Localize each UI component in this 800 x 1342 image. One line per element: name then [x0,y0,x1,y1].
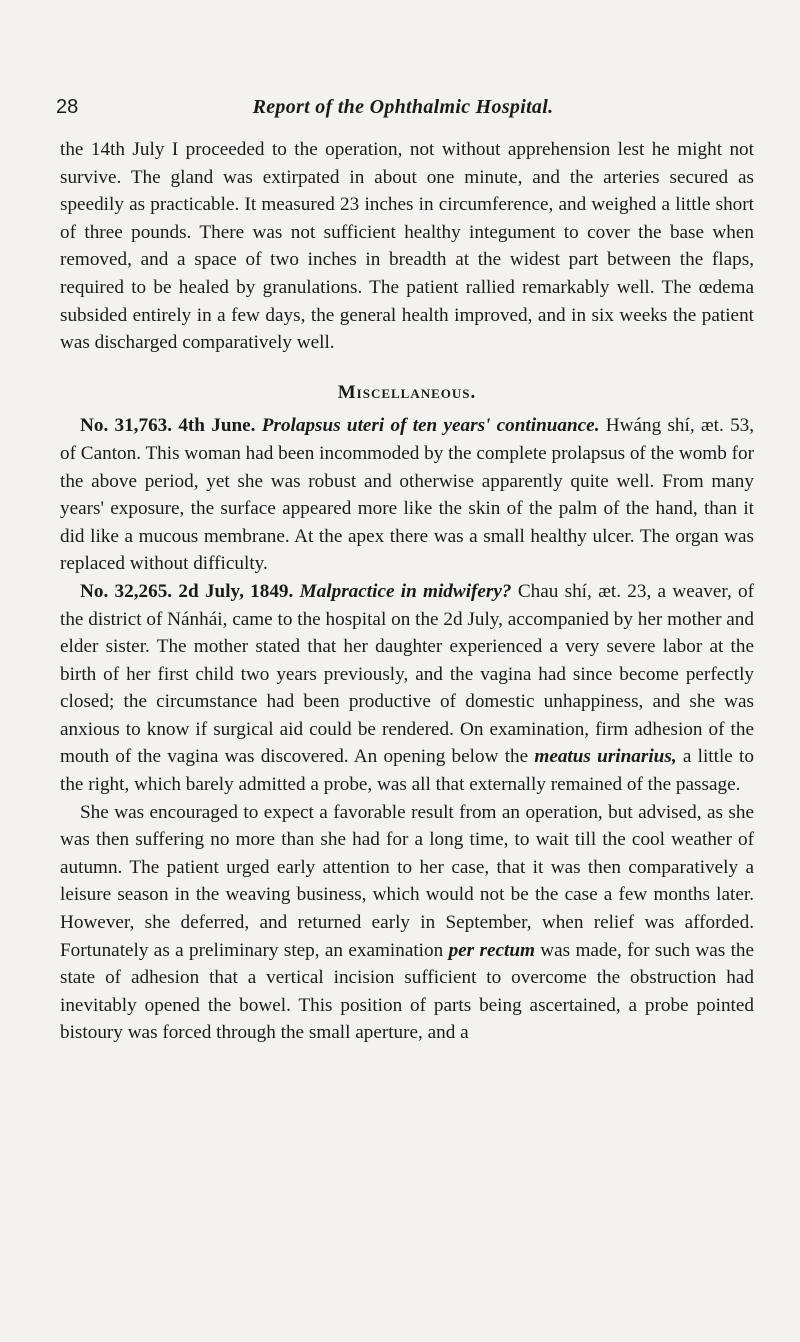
paragraph-operation-report: the 14th July I proceeded to the operation, not without apprehension lest he might not survive. The gland was extirpated in about one minute, and the arteries secured as speedily as practicable. It measured 23 inches in circumference, and weighed a little short of three pounds. There was not sufficient healthy integument to cover the base when removed, and a space of two inches in breadth at the widest part between the flaps, required to be healed by granulations. The patient rallied remarkably well. The œdema subsided entirely in a few days, the general health improved, and in six weeks the patient was discharged comparatively well. [60,139,754,354]
case-title: Malpractice in midwifery? [299,580,512,602]
case-number: No. 31,763. [80,415,173,437]
emphasis-meatus: meatus urinarius, [534,746,677,768]
running-title: Report of the Ophthalmic Hospital. [252,96,554,118]
section-heading-miscellaneous: Miscellaneous. [337,381,477,403]
paragraph-text-continued: was made, for such was the state of adhesion that a vertical incision sufficient to overcome the obstruction had inevitably opened the bowel. This position of parts being ascertained, a probe pointed bistoury was forced through the small aperture, and a [60,939,755,1044]
case-text-continued: a little to the right, which barely admitted a probe, was all that externally remained of the passage. [60,746,754,796]
case-text: Chau shí, æt. 23, a weaver, of the district of Nánhái, came to the hospital on the 2d July, accompanied by her mother and elder sister. The mother stated that her daughter experienced a very severe labor at the birth of her first child two years previously, and the vagina had since become perfectly closed; the circumstance had been productive of domestic unhappiness, and she was anxious to know if surgical aid could be rendered. On examination, firm adhesion of the mouth of the vagina was discovered. An opening below the [60,580,755,768]
case-malpractice [60,578,754,799]
page-number: 28 [56,96,79,118]
paragraph-operation-advice [60,799,754,1047]
case-title: Prolapsus uteri of ten years' continuance. [261,415,600,437]
case-date: 4th June. [178,415,256,437]
body-text [60,136,754,1047]
case-prolapsus [60,412,754,578]
emphasis-per-rectum: per rectum [448,939,535,961]
case-text: Hwáng shí, æt. 53, of Canton. This woman had been incommoded by the complete prolapsus of the womb for the above period, yet she was robust and otherwise apparently quite well. From many years' exposure, the surface appeared more like the skin of the palm of the hand, than it did like a mucous membrane. At the apex there was a small healthy ulcer. The organ was replaced without difficulty. [60,415,755,575]
paragraph-text: She was encouraged to expect a favorable result from an operation, but advised, as she was then suffering no more than she had for a long time, to wait till the cool weather of autumn. The patient urged early attention to her case, that it was then comparatively a leisure season in the weaving business, which would not be the case a few months later. However, she deferred, and returned early in September, when relief was afforded. Fortunately as a preliminary step, an examination [60,801,754,961]
case-date: 2d July, 1849. [178,580,294,602]
running-head [56,96,750,126]
case-number: No. 32,265. [80,580,173,602]
